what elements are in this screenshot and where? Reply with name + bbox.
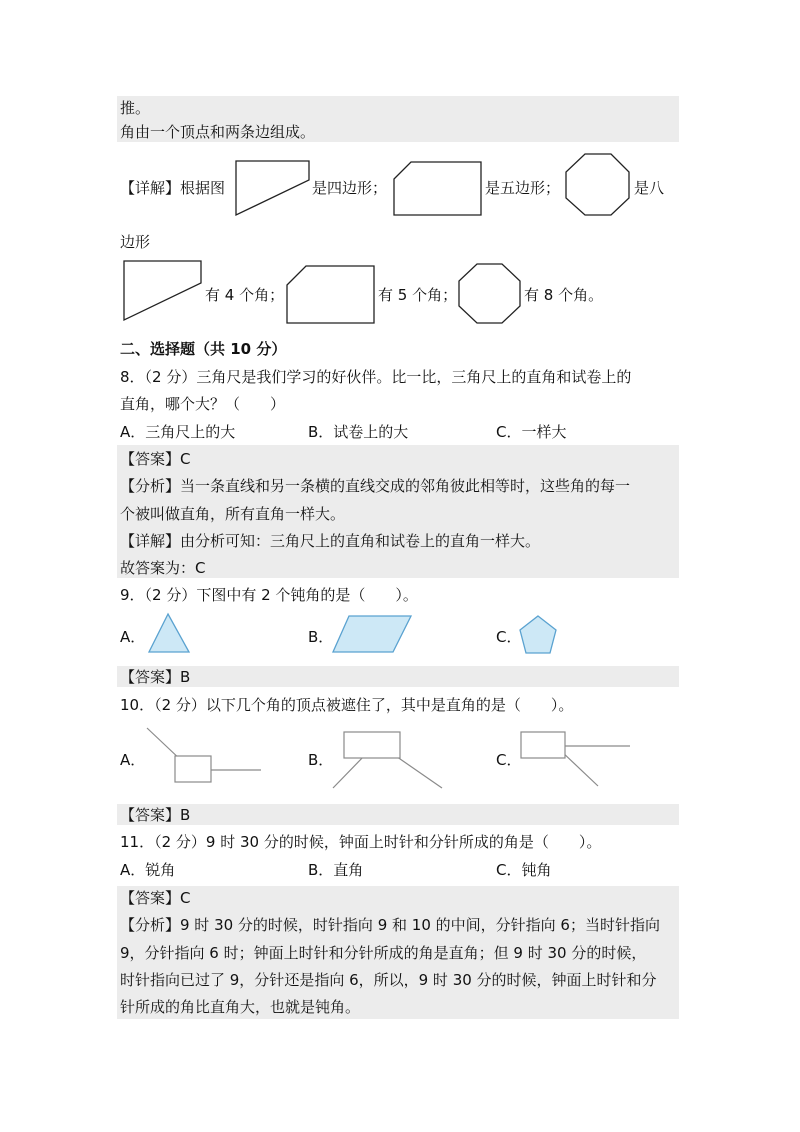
octagon-label-b: 边形 xyxy=(120,233,151,251)
angle-figure-c xyxy=(518,730,633,792)
pentagon-figure-2 xyxy=(286,265,376,325)
q8-option-c: C．一样大 xyxy=(496,423,567,441)
q11-analysis-line3: 时针指向已过了 9，分针还是指向 6，所以，9 时 30 分的时候，钟面上时针和分 xyxy=(120,971,657,989)
q8-option-a: A．三角尺上的大 xyxy=(120,423,236,441)
q8-answer: 【答案】C xyxy=(120,450,191,468)
prev-detail-lead: 【详解】根据图 xyxy=(120,179,226,197)
q8-detail: 【详解】由分析可知：三角尺上的直角和试卷上的直角一样大。 xyxy=(120,532,541,550)
quadrilateral-figure xyxy=(235,160,311,216)
q11-answer: 【答案】C xyxy=(120,889,191,907)
quadrilateral-angles: 有 4 个角； xyxy=(205,286,285,304)
q10-question: 10．（2 分）以下几个角的顶点被遮住了，其中是直角的是（ ）。 xyxy=(120,696,574,714)
pentagon-blue-figure xyxy=(518,614,558,656)
prev-analysis-line-a: 推。 xyxy=(120,99,151,117)
q11-option-c: C．钝角 xyxy=(496,861,552,879)
q11-option-a: A．锐角 xyxy=(120,861,176,879)
q11-question: 11．（2 分）9 时 30 分的时候，钟面上时针和分针所成的角是（ ）。 xyxy=(120,833,602,851)
q8-question-line2: 直角，哪个大？（ ） xyxy=(120,395,286,413)
prev-analysis-line-b: 角由一个顶点和两条边组成。 xyxy=(120,123,316,141)
q8-analysis-line1: 【分析】当一条直线和另一条横的直线交成的邻角彼此相等时，这些角的每一 xyxy=(120,477,631,495)
octagon-angles: 有 8 个角。 xyxy=(524,286,604,304)
pentagon-figure xyxy=(393,161,483,217)
octagon-figure-2 xyxy=(458,263,522,325)
pentagon-angles: 有 5 个角； xyxy=(378,286,458,304)
q9-question: 9．（2 分）下图中有 2 个钝角的是（ ）。 xyxy=(120,586,418,604)
q10-answer: 【答案】B xyxy=(120,806,191,824)
q9-answer: 【答案】B xyxy=(120,668,191,686)
q9-label-c: C． xyxy=(496,628,522,646)
q8-question-line1: 8．（2 分）三角尺是我们学习的好伙伴。比一比，三角尺上的直角和试卷上的 xyxy=(120,368,632,386)
q10-label-b: B． xyxy=(308,751,334,769)
q8-analysis-line2: 个被叫做直角，所有直角一样大。 xyxy=(120,505,346,523)
q10-label-a: A． xyxy=(120,751,146,769)
quadrilateral-figure-2 xyxy=(123,260,203,322)
angle-figure-b xyxy=(330,730,448,792)
pentagon-label: 是五边形； xyxy=(485,179,561,197)
q11-analysis-line2: 9，分针指向 6 时；钟面上时针和分针所成的角是直角；但 9 时 30 分的时候， xyxy=(120,944,647,962)
q9-label-b: B． xyxy=(308,628,334,646)
q8-conclusion: 故答案为：C xyxy=(120,559,206,577)
q10-answer-band xyxy=(117,804,679,825)
triangle-figure xyxy=(147,612,191,654)
q11-analysis-line1: 【分析】9 时 30 分的时候，时针指向 9 和 10 的中间，分针指向 6；当时针指向 xyxy=(120,916,660,934)
q11-analysis-line4: 针所成的角比直角大，也就是钝角。 xyxy=(120,998,361,1016)
angle-figure-a xyxy=(145,725,265,787)
q11-option-b: B．直角 xyxy=(308,861,364,879)
section-title: 二、选择题（共 10 分） xyxy=(120,340,287,358)
octagon-figure xyxy=(565,153,631,217)
q9-answer-band xyxy=(117,666,679,687)
octagon-label-a: 是八 xyxy=(634,179,665,197)
q8-option-b: B．试卷上的大 xyxy=(308,423,409,441)
quadrilateral-label: 是四边形； xyxy=(312,179,388,197)
q10-label-c: C． xyxy=(496,751,522,769)
parallelogram-figure xyxy=(331,614,413,654)
q9-label-a: A． xyxy=(120,628,146,646)
